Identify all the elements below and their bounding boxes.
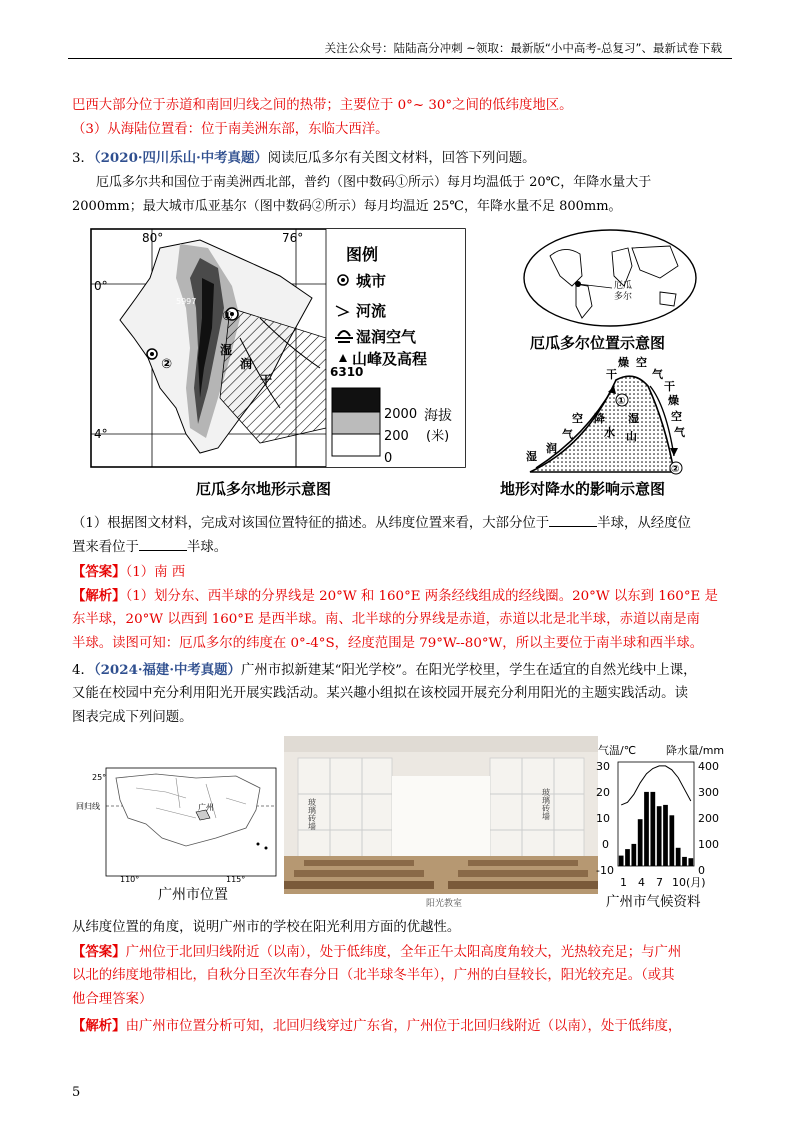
gz-lon1: 110° — [120, 875, 140, 884]
effect-label-5: 燥 — [668, 394, 679, 407]
climate-temp-label: 气温/℃ — [598, 744, 637, 757]
legend-peak-val: 6310 — [330, 365, 364, 379]
q3-para1: 厄瓜多尔共和国位于南美洲西北部，普约（图中数码①所示）每月均温低于 20℃，年降水量大于 — [96, 175, 652, 190]
month-tick-1: 1 — [620, 876, 627, 889]
precip-bar-month-12 — [688, 858, 693, 866]
precip-tick-100: 100 — [698, 838, 719, 851]
classroom-left-label: 玻璃砖墙 — [307, 798, 317, 830]
locmap-label2: 多尔 — [614, 292, 633, 302]
legend-elev-200: 200 — [384, 429, 409, 444]
q3-stem: 阅读厄瓜多尔有关图文材料，回答下列问题。 — [267, 151, 536, 166]
temp-tick-10: 10 — [596, 812, 610, 825]
q3-exp-3: 半球。读图可知：厄瓜多尔的纬度在 0°-4°S，经度范围是 79°W--80°W，所以主要位于南半球和西半球。 — [72, 636, 704, 651]
q3-sub1-line1 — [72, 512, 728, 534]
month-tick-4: 4 — [638, 876, 645, 889]
answer-blank-2[interactable] — [139, 536, 187, 551]
q3-source: （2020·四川乐山·中考真题） — [93, 150, 268, 166]
legend-city: 城市 — [356, 272, 387, 290]
gz-lat: 25° — [92, 773, 107, 782]
gz-city: 广州 — [198, 803, 214, 812]
map-marker1: ① — [222, 309, 234, 324]
precip-bar-month-4 — [638, 819, 643, 866]
gz-tropic: 回归线 — [76, 802, 100, 811]
q3-title — [72, 148, 728, 169]
answer-blank-1[interactable] — [549, 512, 597, 527]
q3-answer-text: （1）南 西 — [125, 565, 186, 580]
legend-elev-unit: (米) — [426, 429, 450, 444]
climate-caption: 广州市气候资料 — [606, 894, 701, 910]
effect-label-12: 润 — [546, 442, 557, 455]
q4-answer-1: 广州位于北回归线附近（以南），处于低纬度，全年正午太阳高度角较大，光热较充足；与广州 — [125, 945, 682, 960]
effect-label-3: 气 — [652, 368, 663, 381]
q3-exp-1: （1）划分东、西半球的分界线是 20°W 和 160°E 两条经线组成的经线圈。20°W 以东到 160°E 是 — [125, 589, 718, 604]
locmap-label1: 厄瓜 — [614, 281, 633, 291]
effect-label-6: 空 — [671, 410, 682, 423]
q3-exp-tag: 【解析】 — [72, 588, 126, 604]
precip-bar-month-2 — [625, 849, 630, 866]
map-lon-right: 76° — [282, 231, 304, 245]
legend-peak: 山峰及高程 — [352, 350, 428, 368]
classroom-right-label: 玻璃砖墙 — [541, 788, 551, 820]
map-lon-left: 80° — [142, 231, 164, 245]
q3-answer — [72, 562, 728, 583]
precip-bar-month-9 — [669, 815, 674, 866]
precip-tick-300: 300 — [698, 786, 719, 799]
precip-bar-month-1 — [619, 856, 624, 866]
terrain-map-caption: 厄瓜多尔地形示意图 — [196, 480, 332, 498]
effect-label-1: 空 — [636, 356, 647, 369]
q4-answer-tag: 【答案】 — [72, 944, 126, 960]
terrain-precip-diagram — [516, 356, 716, 478]
precip-tick-400: 400 — [698, 760, 719, 773]
top-line-2: （3）从海陆位置看：位于南美洲东部，东临大西洋。 — [72, 122, 389, 137]
q3-para2: 2000mm；最大城市瓜亚基尔（图中数码②所示）每月均温近 25℃，年降水量不足 800mm。 — [72, 199, 622, 214]
legend-humid: 湿润空气 — [356, 328, 417, 346]
q4-stem3: 图表完成下列问题。 — [72, 710, 193, 725]
effect-label-10: 气 — [562, 428, 573, 441]
effect-label-8: 空 — [572, 412, 583, 425]
q3-sub1-b: 半球，从经度位 — [597, 516, 691, 531]
precip-bar-month-5 — [644, 792, 649, 866]
ecuador-terrain-map — [90, 228, 466, 468]
temp-tick-30: 30 — [596, 760, 610, 773]
effect-marker1: ① — [617, 396, 626, 407]
q3-sub1-c: 置来看位于 — [72, 540, 139, 555]
q4-title — [72, 660, 728, 681]
temp-tick-minus10: -10 — [596, 864, 614, 877]
q4-stem2: 又能在校园中充分利用阳光开展实践活动。某兴趣小组拟在该校园开展充分利用阳光的主题实践活动。读 — [72, 686, 688, 701]
q4-exp-tag: 【解析】 — [72, 1018, 126, 1034]
legend-elev-2000: 2000 — [384, 407, 418, 422]
effect-diagram-caption: 地形对降水的影响示意图 — [500, 480, 666, 498]
classroom-caption: 阳光教室 — [426, 899, 463, 909]
q4-answer-3: 他合理答案） — [72, 992, 153, 1007]
map-peak1: 5997 — [176, 297, 197, 306]
climate-precip-label: 降水量/mm — [666, 744, 725, 757]
precip-bar-month-3 — [631, 844, 636, 866]
q4-source: （2024·福建·中考真题） — [93, 662, 241, 678]
effect-label-9: 降 — [594, 412, 605, 425]
effect-label-7: 气 — [674, 426, 685, 439]
map-label-shi: 湿 — [220, 343, 233, 357]
q3-num: 3． — [72, 151, 94, 166]
q4-stem1: 广州市拟新建某“阳光学校”。在阳光学校里，学生在适宜的自然光线中上课， — [240, 663, 697, 678]
q3-exp-line1 — [72, 586, 728, 607]
map-label-run: 润 — [240, 357, 253, 371]
q4-exp-line1 — [72, 1016, 728, 1037]
effect-label-15: 山 — [626, 430, 637, 443]
q4-answer-line1 — [72, 942, 728, 963]
precip-bar-month-7 — [657, 806, 662, 866]
precip-tick-0: 0 — [698, 864, 705, 877]
precip-bar-month-10 — [676, 848, 681, 866]
q3-sub1-a: （1）根据图文材料，完成对该国位置特征的描述。从纬度位置来看，大部分位于 — [72, 516, 550, 531]
map-lat-bottom: 4° — [94, 427, 108, 441]
q3-exp-2: 东半球，20°W 以西到 160°E 是西半球。南、北半球的分界线是赤道，赤道以北是北半球，赤道以南是南 — [72, 612, 700, 627]
precip-bar-month-11 — [682, 857, 687, 866]
effect-label-0: 燥 — [618, 356, 629, 369]
map-marker2: ② — [161, 357, 173, 372]
precip-bar-month-8 — [663, 805, 668, 866]
effect-label-11: 水 — [604, 426, 615, 439]
effect-label-14: 湿 — [628, 412, 639, 425]
q3-sub1-d: 半球。 — [186, 540, 228, 555]
guangzhou-location-map — [76, 748, 280, 884]
climate-chart — [596, 740, 736, 890]
q3-answer-tag: 【答案】 — [72, 564, 126, 580]
effect-label-13: 湿 — [526, 450, 537, 463]
q4-exp-1: 由广州市位置分析可知，北回归线穿过广东省，广州位于北回归线附近（以南），处于低纬度， — [125, 1019, 682, 1034]
gz-map-caption: 广州市位置 — [158, 887, 228, 903]
page-number: 5 — [72, 1085, 81, 1100]
gz-lon2: 115° — [226, 875, 246, 884]
precip-tick-200: 200 — [698, 812, 719, 825]
header-text: 关注公众号：陆陆高分冲刺 ~领取：最新版“小中高考-总复习”、最新试卷下载 — [324, 41, 722, 55]
location-map-caption: 厄瓜多尔位置示意图 — [530, 334, 666, 352]
temp-tick-0: 0 — [602, 838, 609, 851]
effect-marker2: ② — [671, 464, 680, 475]
precip-bar-month-6 — [650, 792, 655, 866]
effect-label-2: 干 — [606, 368, 617, 381]
q4-num: 4． — [72, 663, 94, 678]
month-tick-10: 10(月) — [672, 876, 706, 889]
q3-sub1-line2 — [72, 536, 728, 558]
map-label-gan: 干 — [260, 373, 273, 387]
sunshine-classroom-photo — [284, 736, 598, 894]
header-rule — [68, 58, 732, 59]
q4-question: 从纬度位置的角度，说明广州市的学校在阳光利用方面的优越性。 — [72, 920, 461, 935]
effect-label-4: 干 — [664, 380, 675, 393]
page-header — [0, 26, 800, 58]
legend-title: 图例 — [346, 245, 379, 264]
legend-elev-label: 海拔 — [424, 408, 452, 424]
ecuador-location-map — [520, 226, 700, 330]
legend-river: 河流 — [356, 302, 387, 320]
legend-elev-0: 0 — [384, 451, 393, 466]
map-lat-top: 0° — [94, 279, 108, 293]
q4-answer-2: 以北的纬度地带相比，自秋分日至次年春分日（北半球冬半年），广州的白昼较长，阳光较充足。（或其 — [72, 968, 675, 983]
top-line-1: 巴西大部分位于赤道和南回归线之间的热带；主要位于 0°~ 30°之间的低纬度地区。 — [72, 98, 573, 113]
month-tick-7: 7 — [656, 876, 663, 889]
temp-tick-20: 20 — [596, 786, 610, 799]
